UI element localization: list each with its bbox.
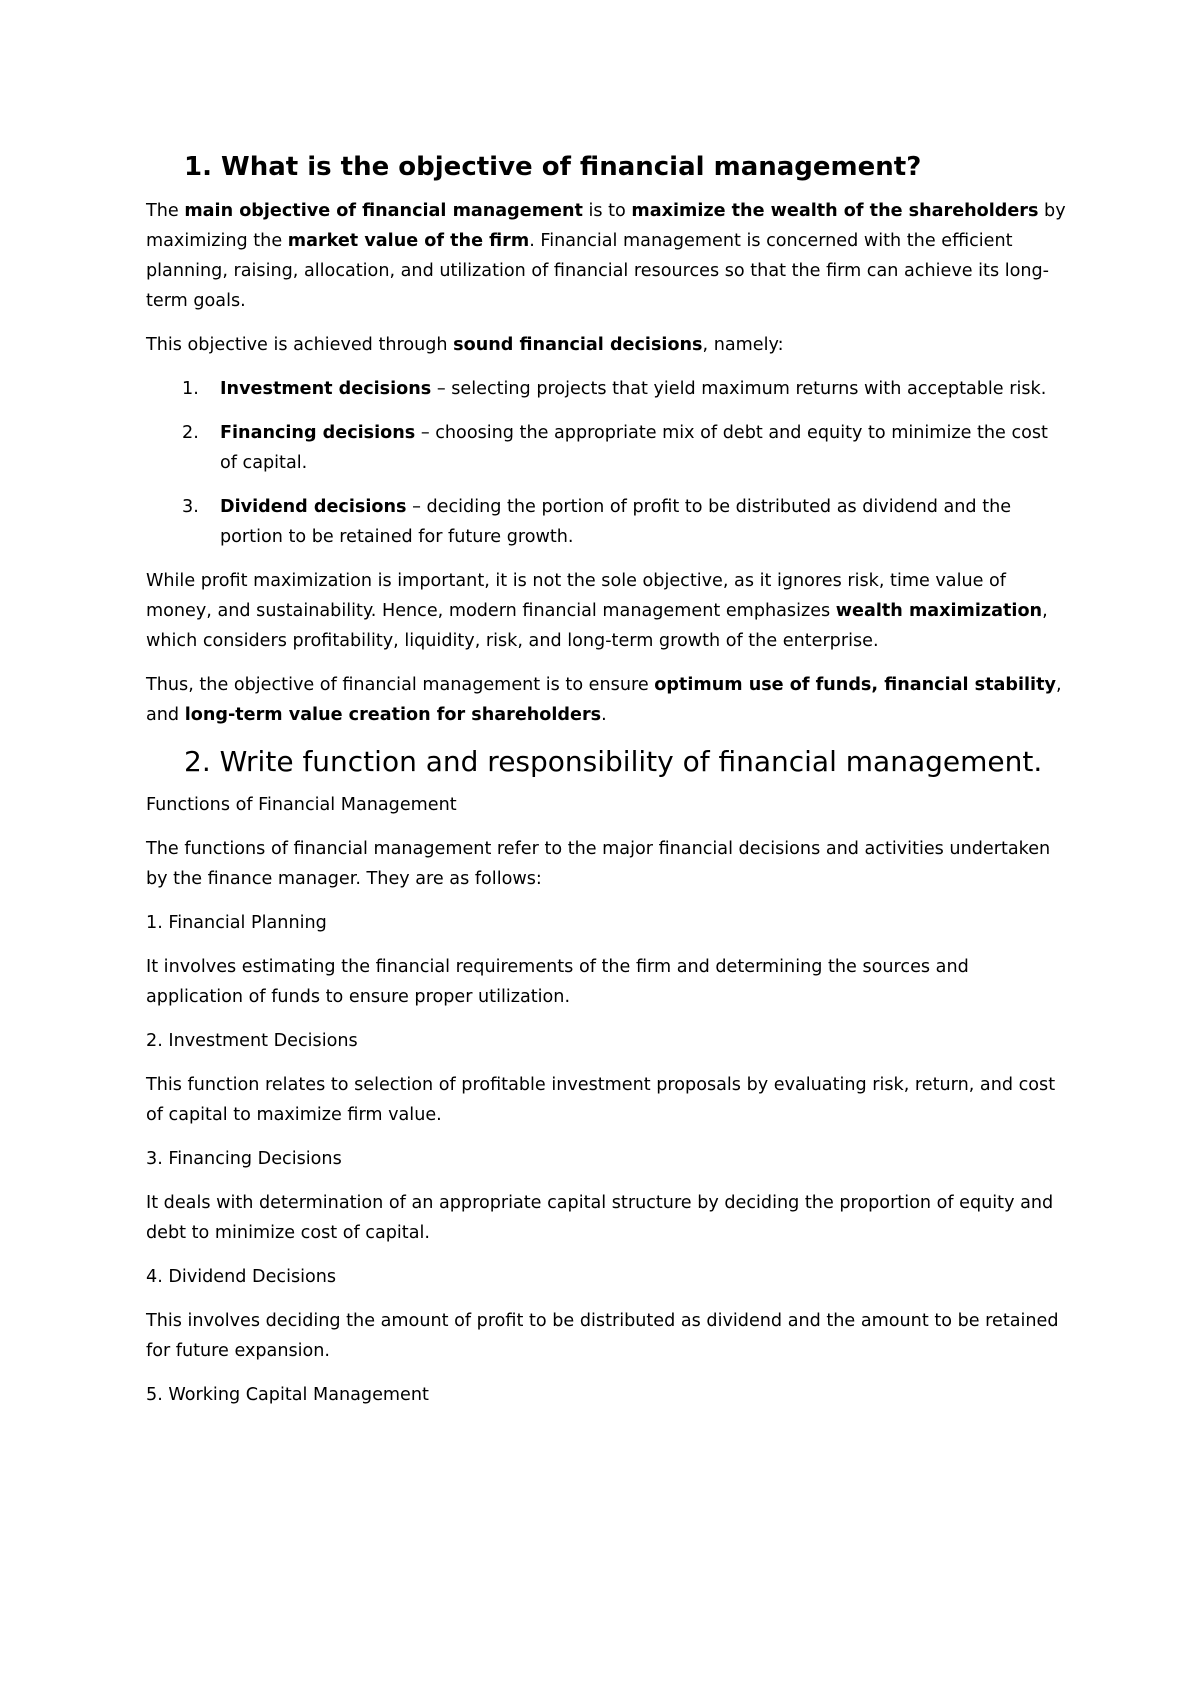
bold-text: long-term value creation for shareholders [184,705,602,725]
q2-subheading: Functions of Financial Management [146,795,457,815]
text: , namely: [702,335,784,355]
text: , and [146,675,1062,725]
list-item [146,418,1070,478]
function-title: 4. Dividend Decisions [146,1267,337,1287]
list-number: 3. [182,497,199,517]
function-title: 5. Working Capital Management [146,1385,429,1405]
list-number: 1. [182,379,199,399]
list-item-title: Financing decisions [220,423,416,443]
list-item [146,374,1070,404]
decisions-list [146,374,1070,552]
bold-text: optimum use of funds, financial stability [654,675,1056,695]
text: is to [582,201,632,221]
list-item [146,492,1070,552]
function-desc: This function relates to selection of profitable investment proposals by evaluating risk, return, and cost of capital to maximize firm value. [146,1075,1056,1125]
q1-heading: 1. What is the objective of financial management? [184,152,922,182]
text: The [146,201,185,221]
function-desc: It involves estimating the financial requirements of the firm and determining the sources and application of funds to ensure proper utilization. [146,957,969,1007]
list-item-desc: – choosing the appropriate mix of debt and equity to minimize the cost of capital. [220,423,1048,473]
text: . [601,705,607,725]
text: by maximizing the [146,201,1066,251]
function-desc: It deals with determination of an appropriate capital structure by deciding the proportion of equity and debt to minimize cost of capital. [146,1193,1054,1243]
q1-paragraph-3 [146,566,1070,656]
bold-text: sound financial decisions [453,335,703,355]
list-item-title: Investment decisions [220,379,432,399]
q1-paragraph-2 [146,330,1070,360]
list-item-desc: – deciding the portion of profit to be distributed as dividend and the portion to be retained for future growth. [220,497,1012,547]
text: . Financial management is concerned with the efficient planning, raising, allocation, and utilization of financial resources so that the firm can achieve its long-term goals. [146,231,1050,311]
list-item-title: Dividend decisions [220,497,407,517]
text: Thus, the objective of financial management is to ensure [146,675,655,695]
q2-intro: The functions of financial management refer to the major financial decisions and activities undertaken by the finance manager. They are as follows: [146,839,1051,889]
list-number: 2. [182,423,199,443]
q1-paragraph-1 [146,196,1070,316]
function-title: 3. Financing Decisions [146,1149,342,1169]
function-desc: This involves deciding the amount of profit to be distributed as dividend and the amount to be retained for future expansion. [146,1311,1059,1361]
bold-text: wealth maximization [835,601,1043,621]
text: , which considers profitability, liquidity, risk, and long-term growth of the enterprise. [146,601,1048,651]
q2-heading: 2. Write function and responsibility of financial management. [184,745,1043,778]
bold-text: main objective of financial management [184,201,583,221]
function-title: 1. Financial Planning [146,913,327,933]
bold-text: market value of the firm [287,231,530,251]
q1-paragraph-4 [146,670,1070,730]
list-item-desc: – selecting projects that yield maximum returns with acceptable risk. [431,379,1047,399]
bold-text: maximize the wealth of the shareholders [631,201,1039,221]
text: While profit maximization is important, it is not the sole objective, as it ignores risk, time value of money, and sustainability. Hence, modern financial management emphasizes [146,571,1006,621]
function-title: 2. Investment Decisions [146,1031,358,1051]
text: This objective is achieved through [146,335,454,355]
